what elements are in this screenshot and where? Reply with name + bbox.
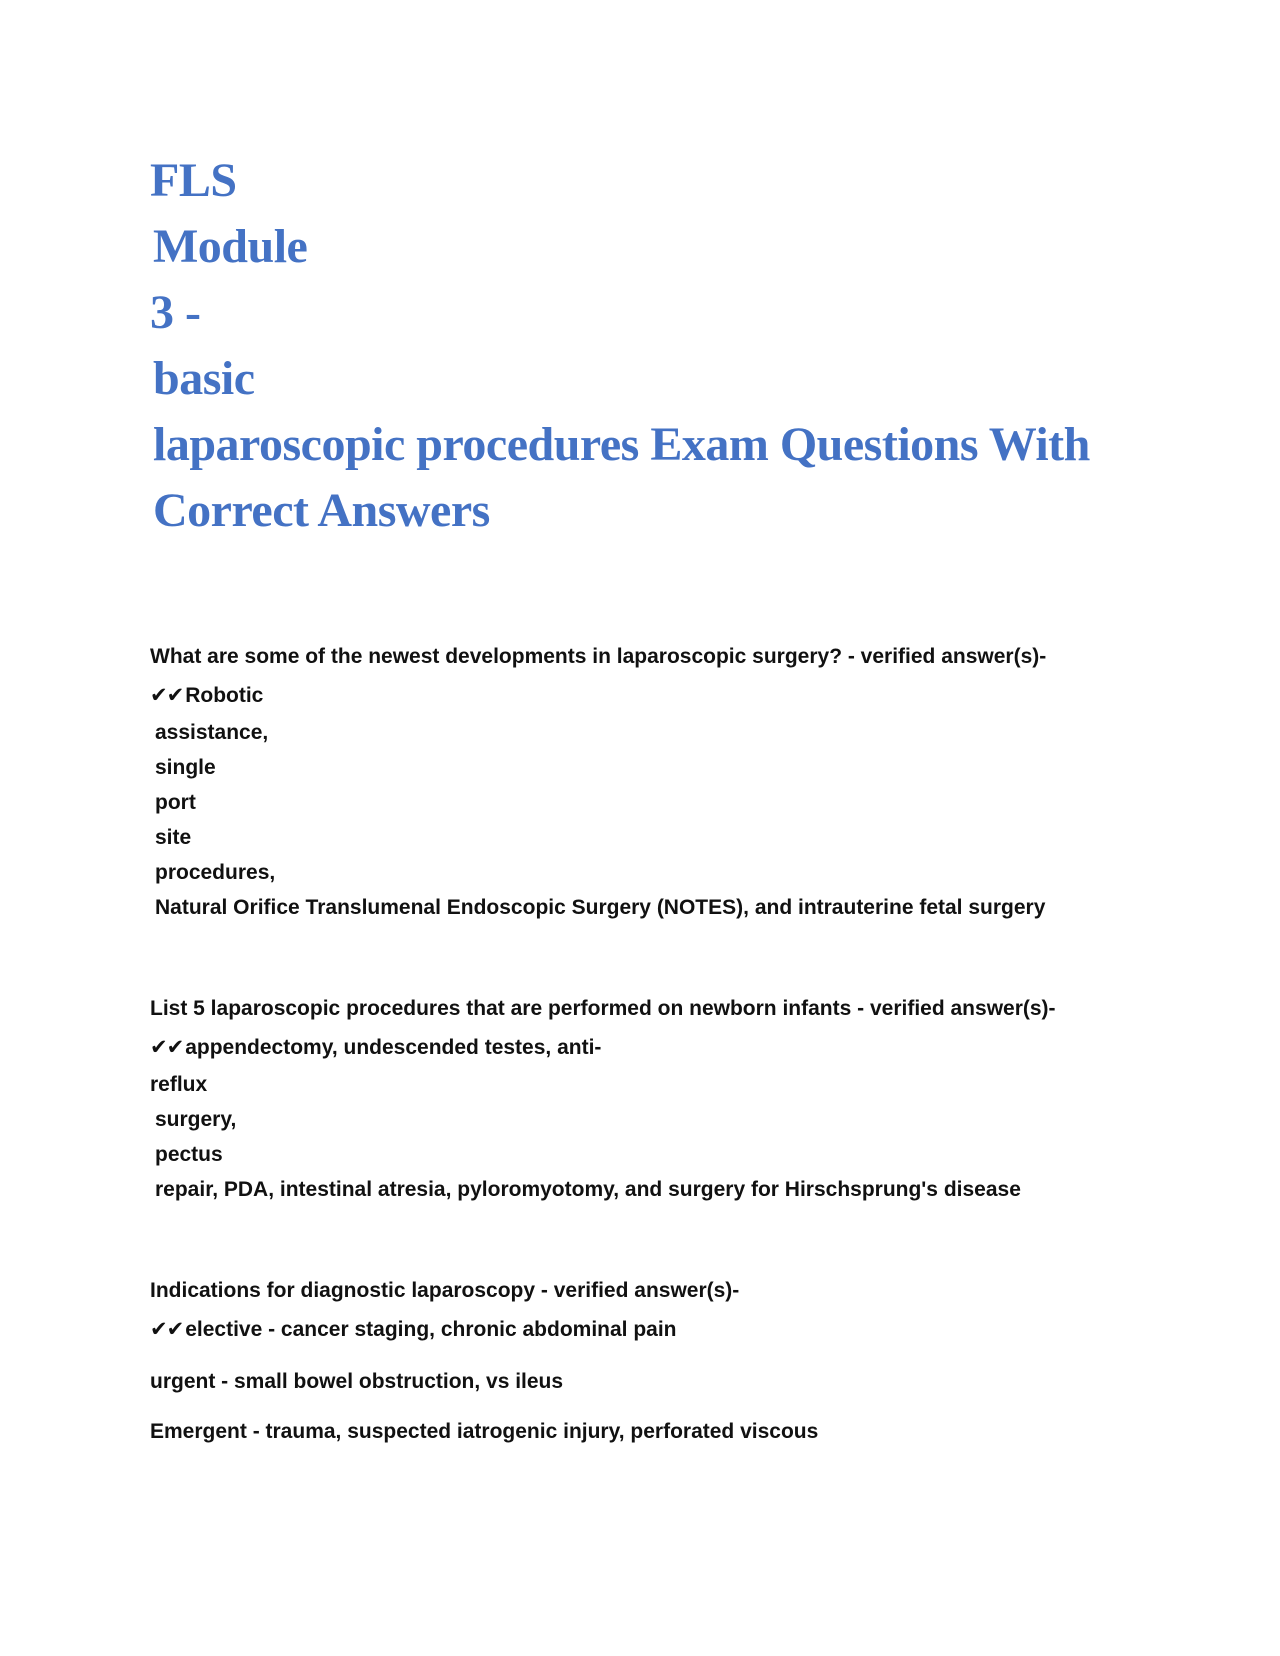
answer-line: Natural Orifice Translumenal Endoscopic Surgery (NOTES), and intrauterine fetal surgery	[155, 896, 1046, 919]
answer-line: pectus	[155, 1143, 223, 1166]
qa-item-2	[150, 990, 1170, 1207]
title-line: Correct Answers	[153, 484, 490, 537]
answer-line: appendectomy, undescended testes, anti-	[185, 1036, 602, 1059]
answer-first-line	[150, 1028, 1170, 1067]
answer-line: Robotic	[185, 684, 264, 707]
answer-line: Emergent - trauma, suspected iatrogenic injury, perforated viscous	[150, 1420, 819, 1443]
answer-line: surgery,	[155, 1108, 237, 1131]
answer-first-line	[150, 1310, 1170, 1349]
question-2: List 5 laparoscopic procedures that are performed on newborn infants - verified answer(s)-	[150, 997, 1056, 1020]
question-1: What are some of the newest developments in laparoscopic surgery? - verified answer(s)-	[150, 645, 1047, 668]
answer-line: repair, PDA, intestinal atresia, pyloromyotomy, and surgery for Hirschsprung's disease	[155, 1178, 1021, 1201]
title-line: basic	[153, 352, 255, 405]
question-3: Indications for diagnostic laparoscopy - verified answer(s)-	[150, 1279, 740, 1302]
answer-line: single	[155, 756, 216, 779]
answer-line: procedures,	[155, 861, 276, 884]
answer-first-line	[150, 676, 1170, 715]
qa-item-1	[150, 638, 1170, 925]
check-mark-icon: ✔✔	[150, 1317, 184, 1341]
answer-line: port	[155, 791, 196, 814]
title-line: Module	[153, 220, 308, 273]
check-mark-icon: ✔✔	[150, 683, 184, 707]
title-line: laparoscopic procedures Exam Questions With	[153, 418, 1090, 471]
qa-item-3	[150, 1272, 1170, 1449]
document-title	[150, 148, 1150, 544]
answer-line: assistance,	[155, 721, 269, 744]
answer-line: elective - cancer staging, chronic abdominal pain	[185, 1318, 677, 1341]
answer-line: site	[155, 826, 192, 849]
title-line: FLS	[150, 154, 237, 207]
title-line: 3 -	[150, 286, 201, 339]
check-mark-icon: ✔✔	[150, 1035, 184, 1059]
answer-line: urgent - small bowel obstruction, vs ileus	[150, 1370, 564, 1393]
answer-line: reflux	[150, 1073, 208, 1096]
